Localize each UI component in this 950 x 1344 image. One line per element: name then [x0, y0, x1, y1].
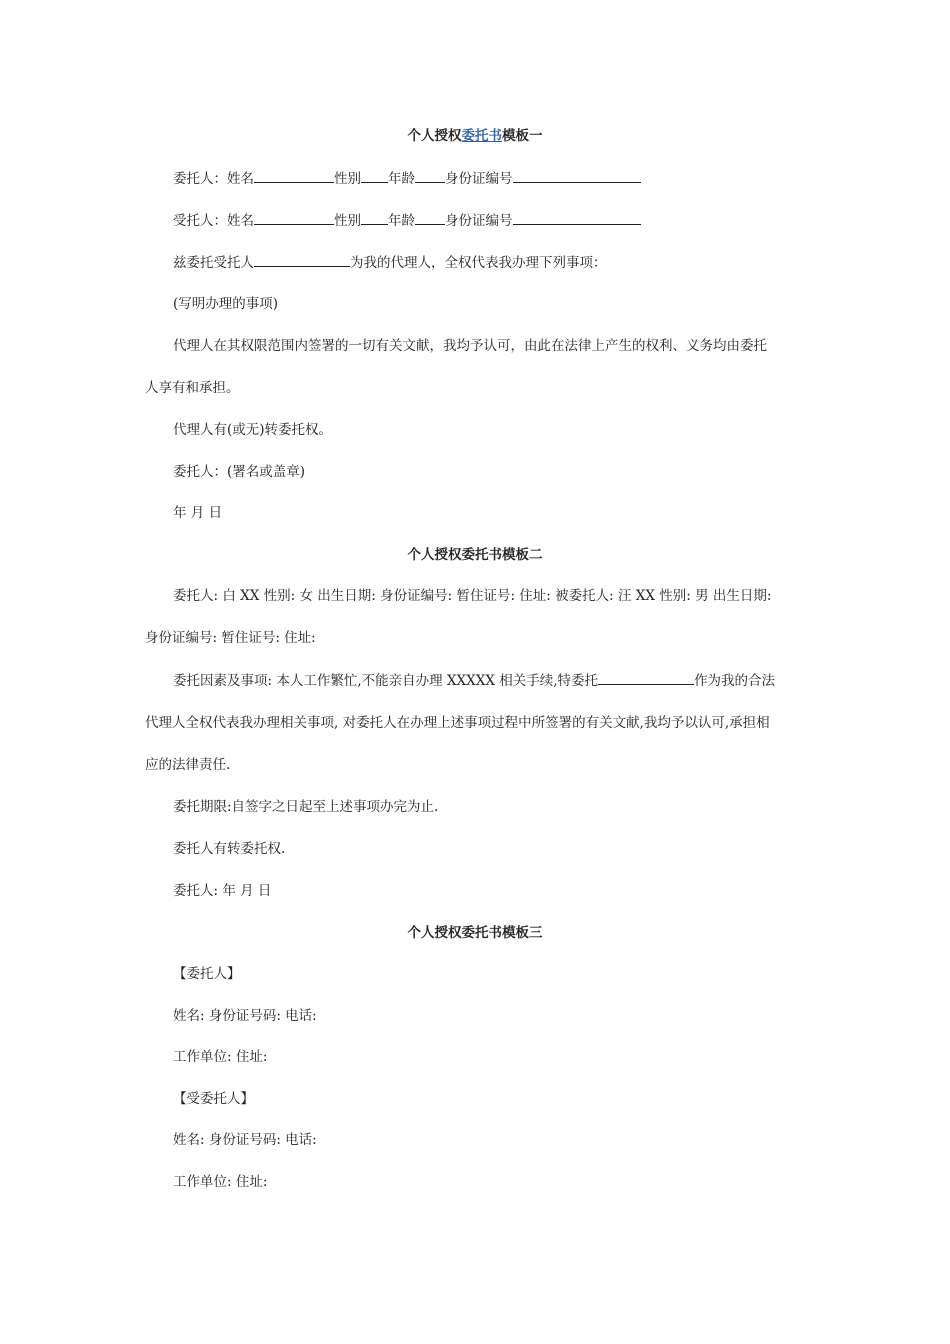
- agent-gender-blank: [361, 210, 388, 225]
- template2-reason-line1: [173, 670, 775, 690]
- template1-title-link[interactable]: 委托书: [461, 128, 502, 144]
- authorize-suffix: 为我的代理人，全权代表我办理下列事项：: [350, 255, 607, 271]
- agent-gender-label: 性别: [334, 213, 361, 229]
- template2-sub-delegation: 委托人有转委托权.: [173, 841, 286, 857]
- template3-title: 个人授权委托书模板三: [407, 925, 543, 941]
- template3-principal-header: 【委托人】: [173, 966, 241, 982]
- authorize-prefix: 兹委托受托人: [173, 255, 254, 271]
- principal-age-label: 年龄: [388, 171, 415, 187]
- template1-agent-line: [173, 210, 641, 230]
- template2-info-line2: 身份证编号: 暂住证号: 住址:: [145, 630, 316, 646]
- template1-statement-line2: 人享有和承担。: [145, 380, 240, 396]
- principal-gender-label: 性别: [334, 171, 361, 187]
- principal-id-blank: [513, 168, 641, 183]
- template3-agent-header: 【受委托人】: [173, 1091, 254, 1107]
- template2-reason-line2: 代理人全权代表我办理相关事项, 对委托人在办理上述事项过程中所签署的有关文献,我均予以认可,承担相: [145, 715, 770, 731]
- principal-id-label: 身份证编号: [445, 171, 513, 187]
- agent-age-blank: [415, 210, 445, 225]
- template3-principal-line2: 工作单位: 住址:: [173, 1049, 268, 1065]
- template1-principal-line: [173, 168, 641, 188]
- template3-agent-line2: 工作单位: 住址:: [173, 1174, 268, 1190]
- template2-info-line1: 委托人: 白 XX 性别: 女 出生日期: 身份证编号: 暂住证号: 住址: 被委托人: 汪 XX 性别: 男 出生日期:: [173, 588, 772, 604]
- template1-date: 年 月 日: [173, 505, 223, 521]
- template1-authorize-line: [173, 252, 607, 272]
- template1-signature: 委托人：(署名或盖章): [173, 464, 306, 480]
- template1-title-suffix: 模板一: [502, 128, 543, 144]
- agent-id-label: 身份证编号: [445, 213, 513, 229]
- authorize-agent-blank: [254, 252, 350, 267]
- template1-matters-note: (写明办理的事项): [173, 296, 279, 312]
- template2-reason-line3: 应的法律责任.: [145, 757, 231, 773]
- template1-sub-delegation: 代理人有(或无)转委托权。: [173, 422, 333, 438]
- principal-age-blank: [415, 168, 445, 183]
- template1-title-prefix: 个人授权: [407, 128, 462, 144]
- principal-gender-blank: [361, 168, 388, 183]
- template2-signature-date: 委托人: 年 月 日: [173, 883, 272, 899]
- template2-title: 个人授权委托书模板二: [407, 547, 543, 563]
- principal-name-label: 委托人：姓名: [173, 171, 254, 187]
- template2-period: 委托期限:自签字之日起至上述事项办完为止.: [173, 799, 439, 815]
- template3-principal-line1: 姓名: 身份证号码: 电话:: [173, 1008, 317, 1024]
- agent-id-blank: [513, 210, 641, 225]
- reason-suffix: 作为我的合法: [694, 673, 776, 689]
- reason-prefix: 委托因素及事项: 本人工作繁忙,不能亲自办理 XXXXX 相关手续,特委托: [173, 673, 599, 689]
- agent-name-blank: [254, 210, 334, 225]
- template3-agent-line1: 姓名: 身份证号码: 电话:: [173, 1132, 317, 1148]
- reason-agent-blank: [598, 670, 694, 685]
- template1-statement-line1: 代理人在其权限范围内签署的一切有关文献，我均予认可，由此在法律上产生的权利、义务均由委托: [173, 338, 767, 354]
- agent-name-label: 受托人：姓名: [173, 213, 254, 229]
- agent-age-label: 年龄: [388, 213, 415, 229]
- principal-name-blank: [254, 168, 334, 183]
- template1-title: [0, 126, 950, 146]
